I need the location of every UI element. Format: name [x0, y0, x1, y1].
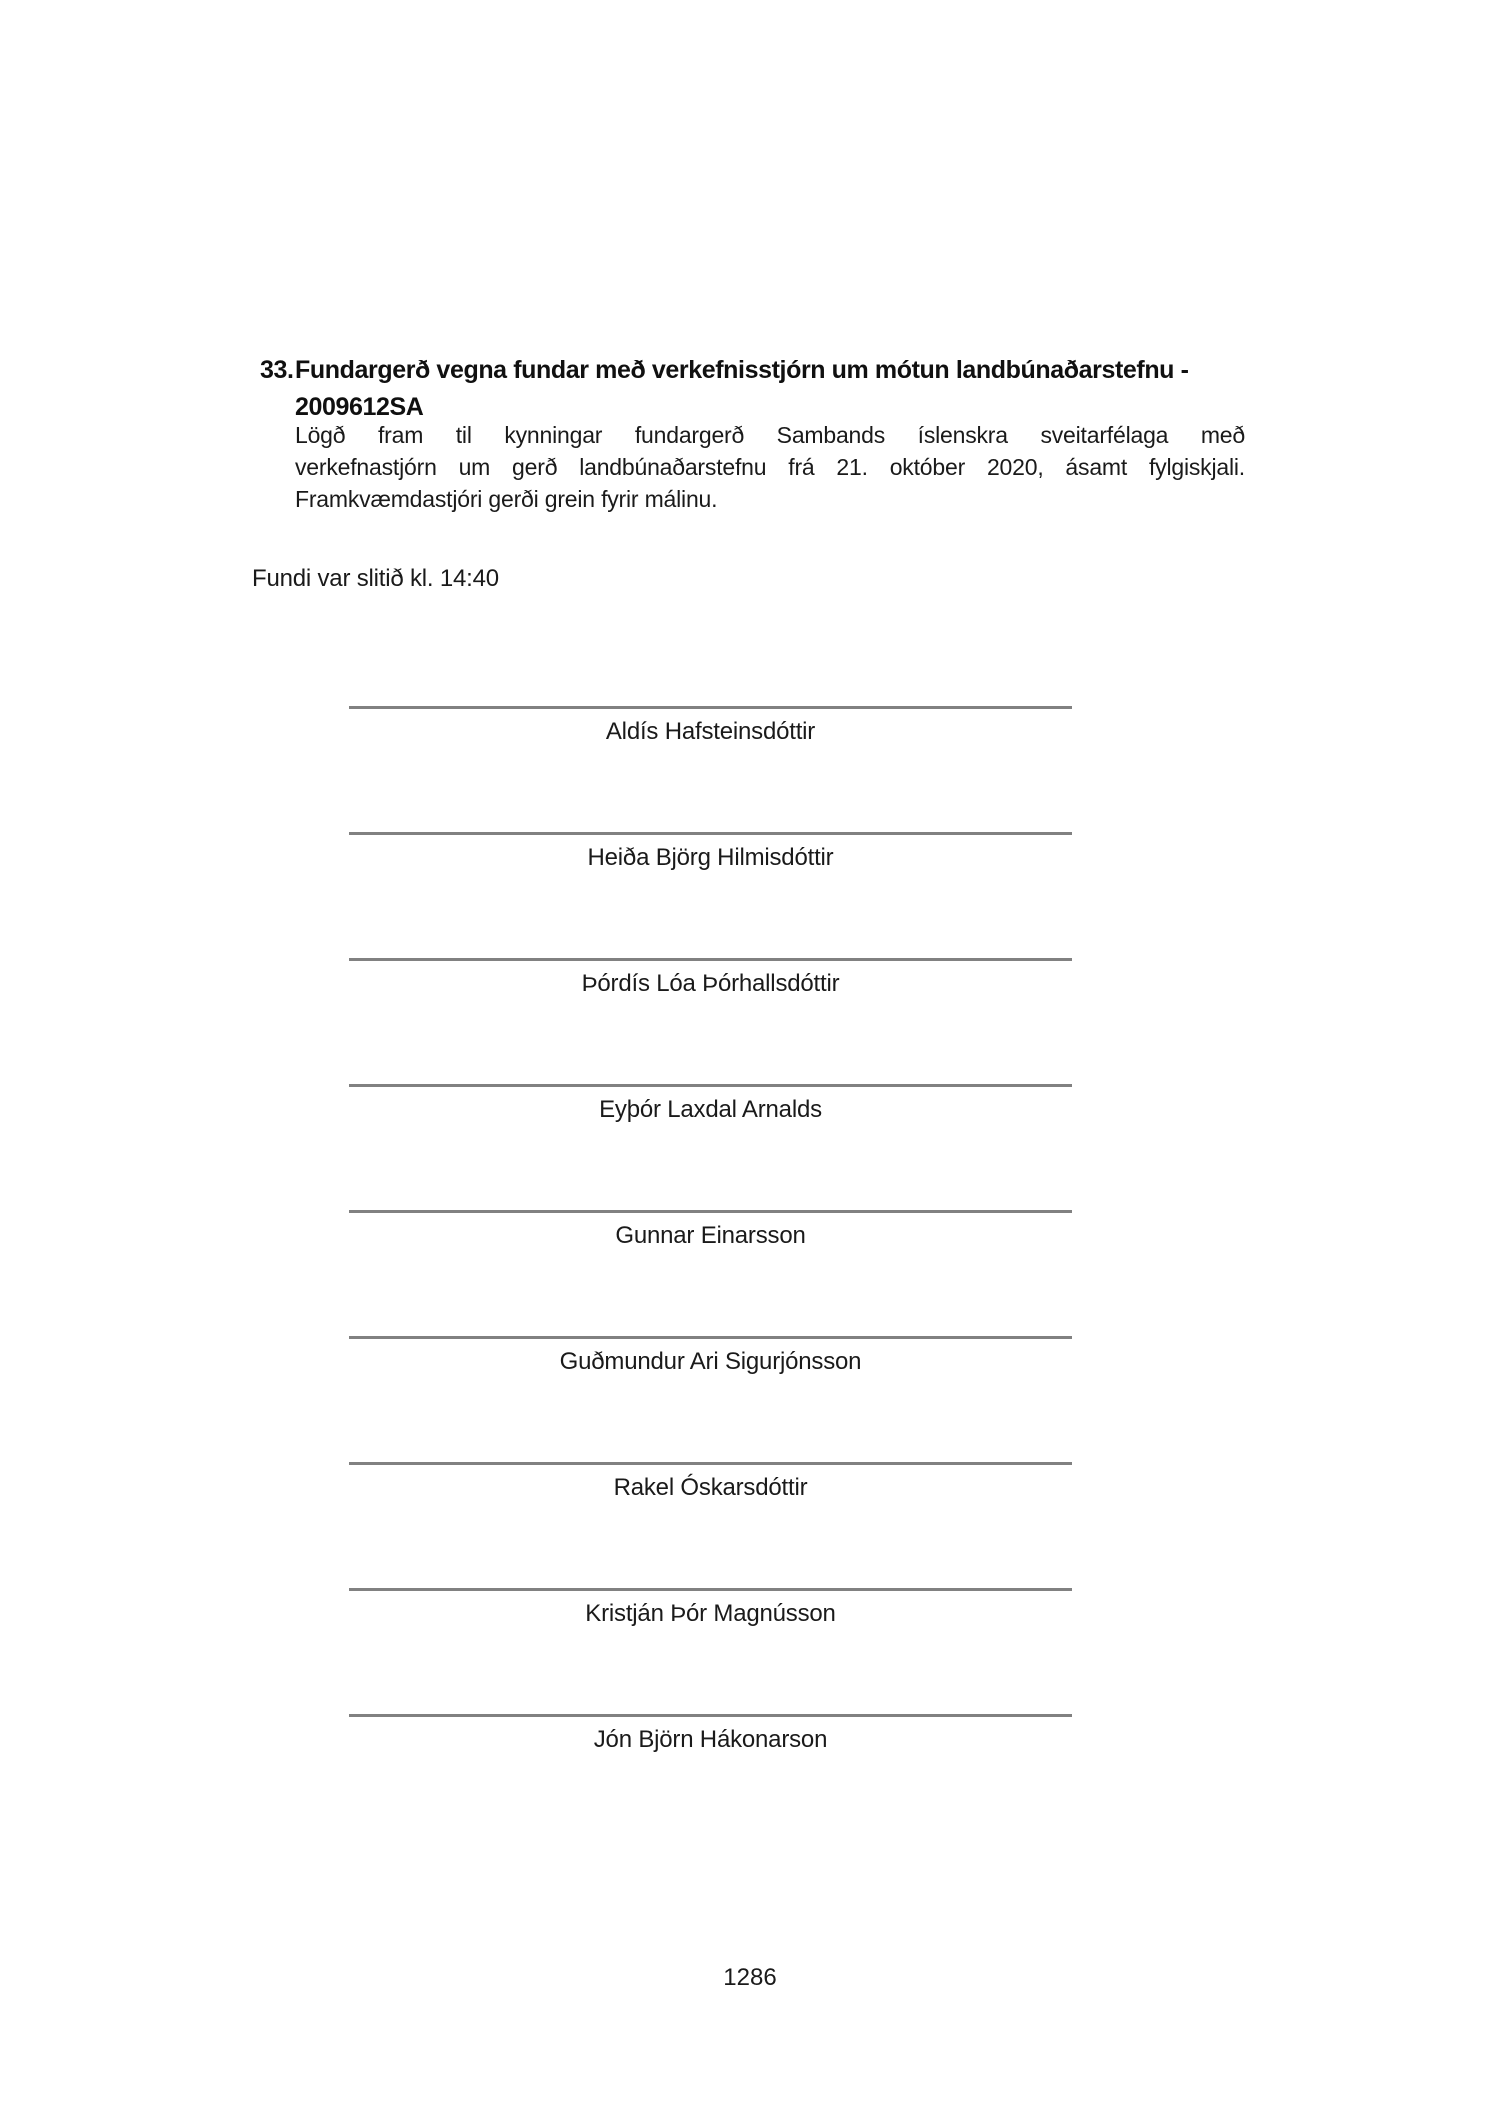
signature-list — [349, 706, 1072, 1840]
agenda-item-title-line-1: Fundargerð vegna fundar með verkefnisstjórn um mótun landbúnaðarstefnu - — [295, 356, 1189, 384]
signature-block — [349, 1084, 1072, 1210]
signature-block — [349, 1588, 1072, 1714]
agenda-item-title — [295, 352, 1189, 426]
signature-block — [349, 1336, 1072, 1462]
page-number: 1286 — [723, 1964, 777, 1991]
signature-name: Heiða Björg Hilmisdóttir — [587, 844, 834, 871]
signature-name: Kristján Þór Magnússon — [585, 1600, 836, 1627]
signature-name: Eyþór Laxdal Arnalds — [599, 1096, 822, 1123]
signature-block — [349, 1462, 1072, 1588]
signature-block — [349, 958, 1072, 1084]
signature-block — [349, 1714, 1072, 1840]
agenda-item-number: 33. — [260, 356, 294, 384]
agenda-item-title-line-2: 2009612SA — [295, 393, 424, 421]
signature-name: Rakel Óskarsdóttir — [613, 1474, 808, 1501]
agenda-item-heading — [260, 352, 1189, 426]
signature-block — [349, 1210, 1072, 1336]
signature-name: Gunnar Einarsson — [615, 1222, 806, 1249]
signature-name: Guðmundur Ari Sigurjónsson — [559, 1348, 862, 1375]
signature-name: Jón Björn Hákonarson — [593, 1726, 828, 1753]
body-line: verkefnastjórn um gerð landbúnaðarstefnu frá 21. október 2020, ásamt fylgiskjali. — [295, 454, 1245, 480]
body-line: Framkvæmdastjóri gerði grein fyrir málinu. — [295, 486, 718, 512]
signature-block — [349, 706, 1072, 832]
signature-block — [349, 832, 1072, 958]
signature-name: Þórdís Lóa Þórhallsdóttir — [581, 970, 840, 997]
body-line: Lögð fram til kynningar fundargerð Sambands íslenskra sveitarfélaga með — [295, 422, 1245, 448]
meeting-closed-line: Fundi var slitið kl. 14:40 — [252, 565, 499, 592]
signature-name: Aldís Hafsteinsdóttir — [605, 718, 816, 745]
agenda-item-body — [295, 419, 1245, 515]
